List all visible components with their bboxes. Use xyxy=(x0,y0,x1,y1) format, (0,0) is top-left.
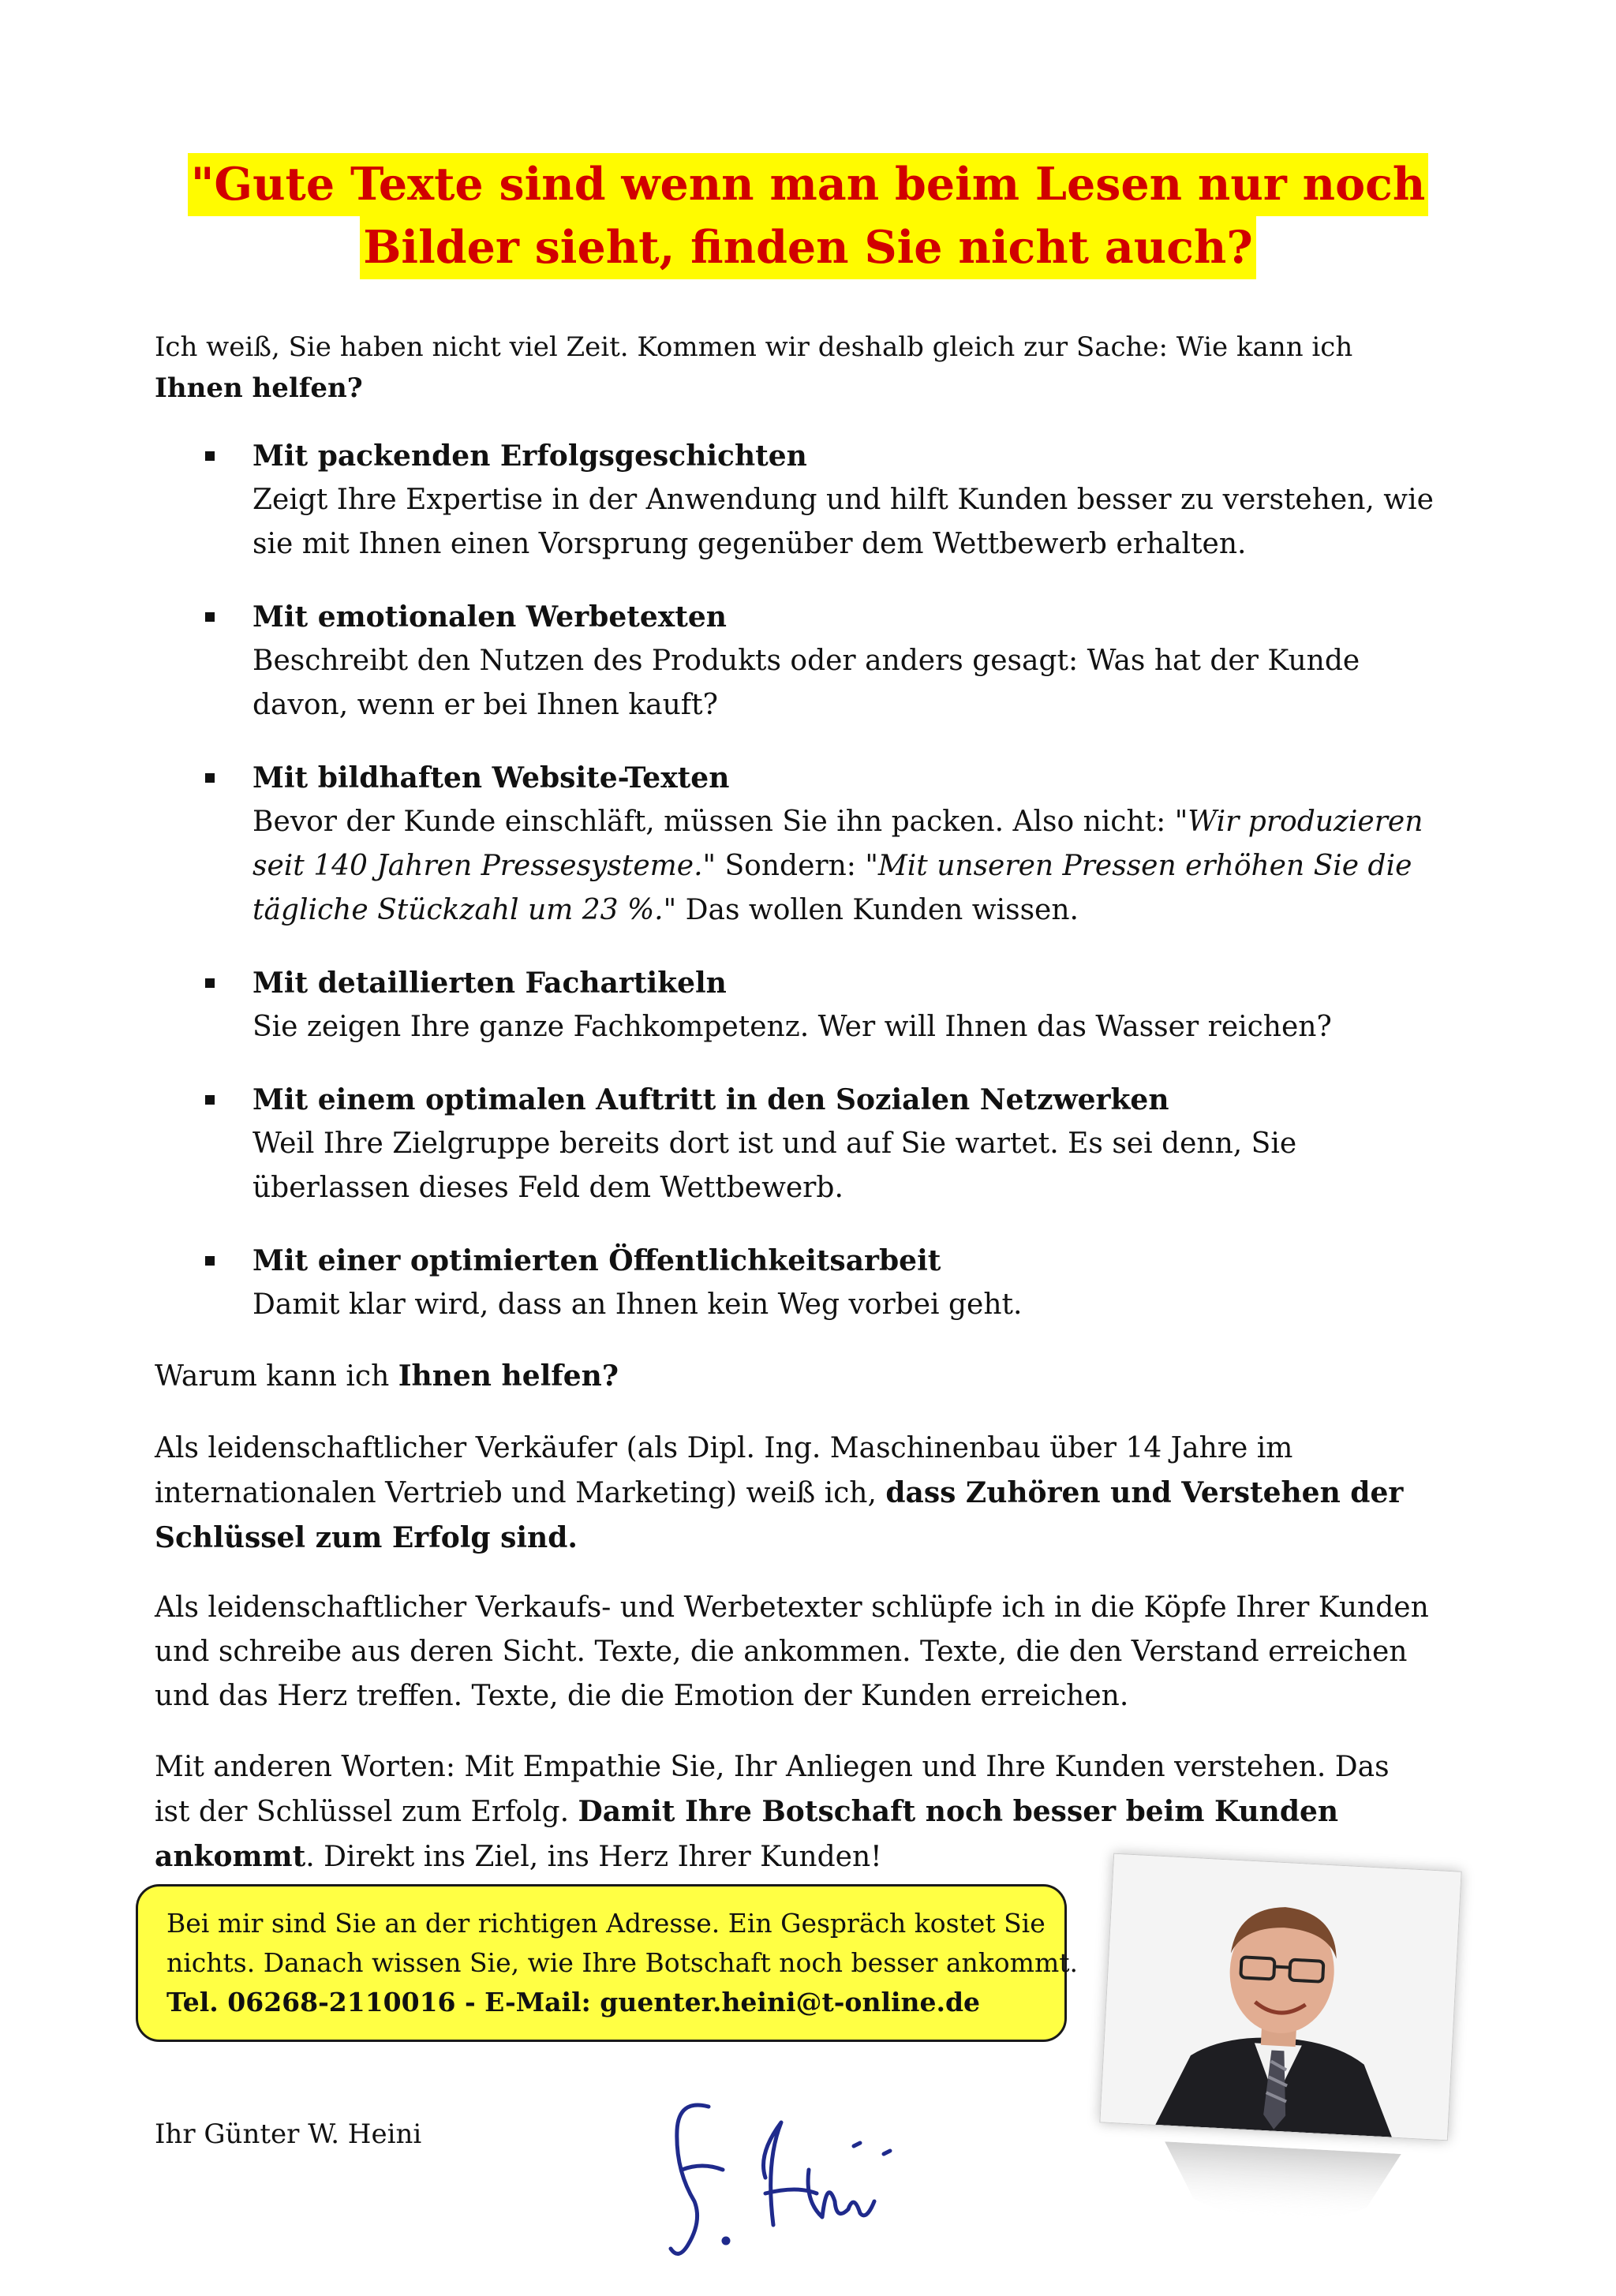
portrait-image xyxy=(1100,1854,1461,2141)
square-bullet-icon xyxy=(205,978,215,988)
list-item xyxy=(200,961,1447,1049)
salesman-paragraph xyxy=(155,1427,1433,1561)
list-item-text: Sie zeigen Ihre ganze Fachkompetenz. Wer will Ihnen das Wasser reichen? xyxy=(252,1011,1332,1043)
reflection-image xyxy=(1103,2139,1456,2275)
list-item xyxy=(200,1239,1447,1327)
list-item xyxy=(200,1078,1447,1210)
list-item-text: Beschreibt den Nutzen des Produkts oder anders gesagt: Was hat der Kunde davon, wenn er bei Ihnen kauft? xyxy=(252,645,1360,721)
contact-line-2: nichts. Danach wissen Sie, wie Ihre Botschaft noch besser ankommt. xyxy=(166,1947,1078,1978)
list-item xyxy=(200,434,1447,567)
headline xyxy=(0,153,1616,279)
service-list xyxy=(200,434,1447,1356)
list-item-text: Weil Ihre Zielgruppe bereits dort ist und auf Sie wartet. Es sei denn, Sie überlassen dieses Feld dem Wettbewerb. xyxy=(252,1127,1297,1204)
list-item-title: Mit detaillierten Fachartikeln xyxy=(252,967,727,1000)
contact-line-1: Bei mir sind Sie an der richtigen Adresse. Ein Gespräch kostet Sie xyxy=(166,1908,1046,1939)
list-item-text-a: Bevor der Kunde einschläft, müssen Sie ihn packen. Also nicht: xyxy=(252,806,1175,838)
list-item-text-b: Sondern: xyxy=(716,850,866,882)
square-bullet-icon xyxy=(205,1095,215,1105)
why-paragraph xyxy=(155,1354,1433,1399)
empathy-bold: Damit Ihre Botschaft noch besser beim Kunden ankommt xyxy=(155,1795,1339,1873)
quote-new: "Mit unseren Pressen erhöhen Sie die tägliche Stückzahl um 23 %." xyxy=(252,850,1412,926)
empathy-text: Mit anderen Worten: Mit Empathie Sie, Ihr Anliegen und Ihre Kunden verstehen. Das ist der Schlüssel zum Erfolg. xyxy=(155,1751,1390,1828)
square-bullet-icon xyxy=(205,1256,215,1266)
copywriter-paragraph xyxy=(155,1586,1433,1718)
why-text: Warum kann ich xyxy=(155,1360,398,1393)
salesman-text: Als leidenschaftlicher Verkäufer (als Dipl. Ing. Maschinenbau über 14 Jahre im internationalen Vertrieb und Marketing) weiß ich, xyxy=(155,1432,1293,1509)
list-item-text: Zeigt Ihre Expertise in der Anwendung und hilft Kunden besser zu verstehen, wie sie mit Ihnen einen Vorsprung gegenüber dem Wettbewerb erhalten. xyxy=(252,484,1434,560)
list-item-text xyxy=(252,800,1447,933)
quote-old: "Wir produzieren seit 140 Jahren Pressesysteme." xyxy=(252,806,1423,882)
copywriter-text: Als leidenschaftlicher Verkaufs- und Werbetexter schlüpfe ich in die Köpfe Ihrer Kunden und schreibe aus deren Sicht. Texte, die ankommen. Texte, die den Verstand erreichen und das Herz treffen. Texte, die die Emotion der Kunden erreichen. xyxy=(155,1591,1429,1712)
why-bold: Ihnen helfen? xyxy=(398,1359,619,1393)
headline-line-2: Bilder sieht, finden Sie nicht auch? xyxy=(360,216,1256,279)
headline-line-1: "Gute Texte sind wenn man beim Lesen nur noch xyxy=(188,153,1429,216)
handwritten-signature xyxy=(647,2083,915,2264)
list-item-title: Mit packenden Erfolgsgeschichten xyxy=(252,439,807,473)
list-item-title: Mit bildhaften Website-Texten xyxy=(252,761,730,795)
list-item-title: Mit einer optimierten Öffentlichkeitsarbeit xyxy=(252,1244,941,1277)
intro-text: Ich weiß, Sie haben nicht viel Zeit. Kommen wir deshalb gleich zur Sache: Wie kann ich xyxy=(155,331,1353,363)
contact-callout xyxy=(136,1884,1078,2042)
list-item xyxy=(200,756,1447,933)
square-bullet-icon xyxy=(205,773,215,783)
intro-bold: Ihnen helfen? xyxy=(155,372,363,404)
sign-off: Ihr Günter W. Heini xyxy=(155,2118,422,2150)
list-item xyxy=(200,595,1447,727)
empathy-tail: . Direkt ins Ziel, ins Herz Ihrer Kunden! xyxy=(305,1841,882,1873)
intro-paragraph xyxy=(155,327,1433,409)
salesman-bold: dass Zuhören und Verstehen der Schlüssel zum Erfolg sind. xyxy=(155,1476,1404,1554)
portrait-frame xyxy=(1099,1853,1461,2141)
square-bullet-icon xyxy=(205,612,215,622)
list-item-title: Mit einem optimalen Auftritt in den Sozialen Netzwerken xyxy=(252,1083,1169,1116)
portrait-photo xyxy=(1084,1854,1494,2296)
list-item-text: Damit klar wird, dass an Ihnen kein Weg vorbei geht. xyxy=(252,1288,1023,1321)
list-item-title: Mit emotionalen Werbetexten xyxy=(252,600,727,634)
list-item-text-c: Das wollen Kunden wissen. xyxy=(676,894,1079,926)
square-bullet-icon xyxy=(205,451,215,461)
portrait-reflection xyxy=(1103,2139,1456,2275)
contact-details[interactable]: Tel. 06268-2110016 - E-Mail: guenter.heini@t-online.de xyxy=(166,1987,981,2017)
